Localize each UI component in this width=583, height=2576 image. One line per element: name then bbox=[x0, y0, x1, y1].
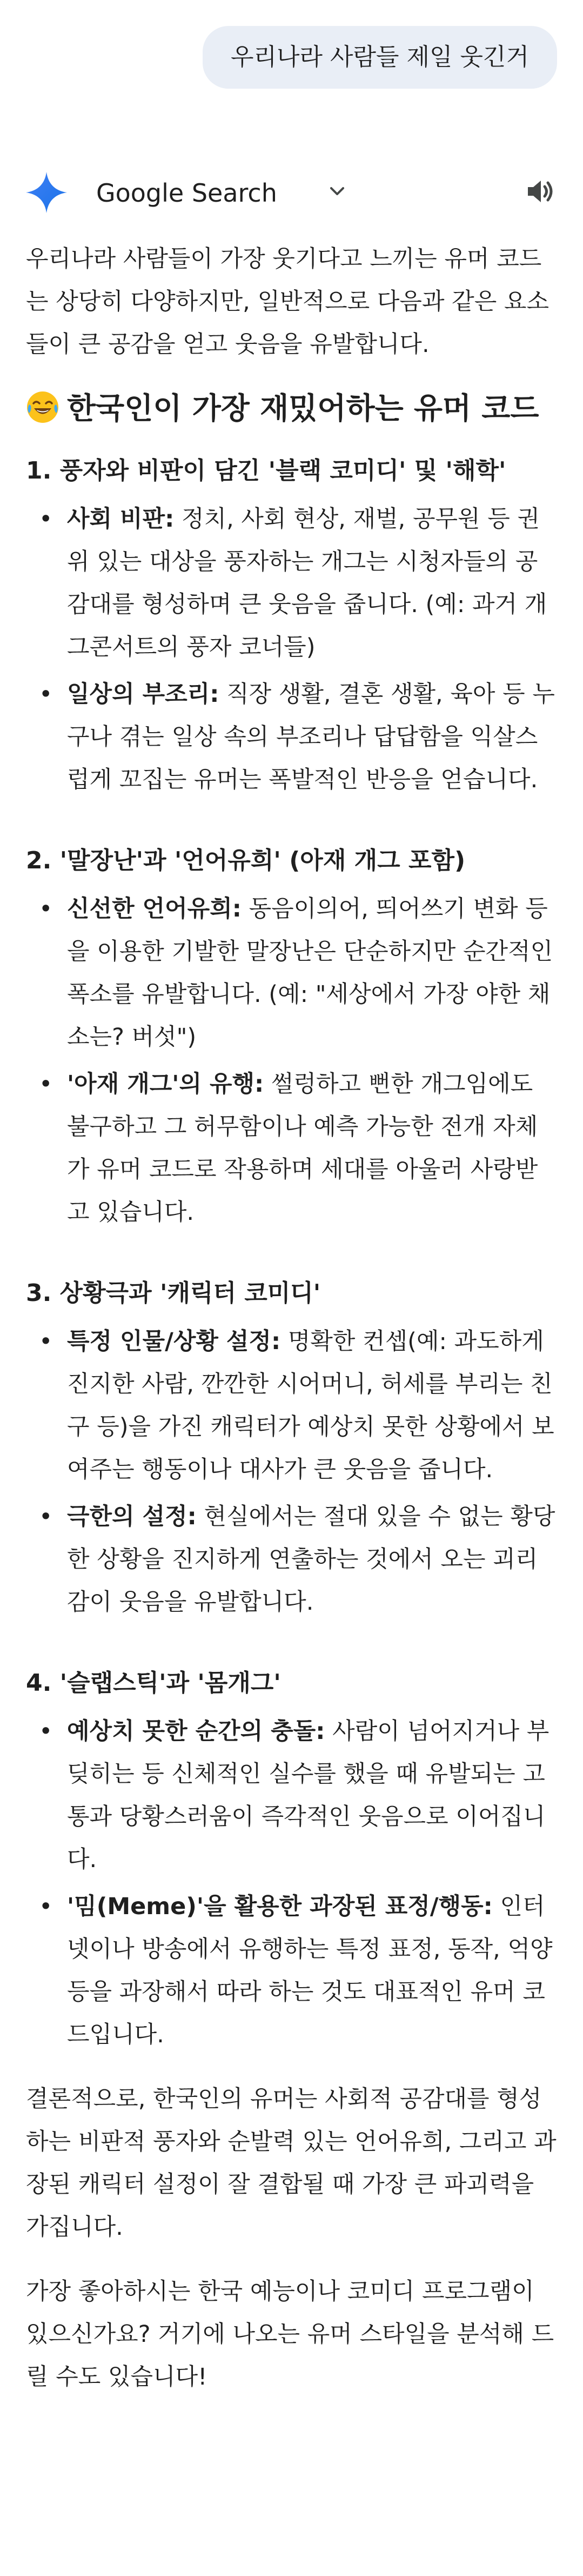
section-2-title: 2. '말장난'과 '언어유희' (아재 개그 포함) bbox=[26, 847, 466, 874]
list-item: • 사회 비판: 정치, 사회 현상, 재벌, 공무원 등 권위 있는 대상을 풍자하는 개그는 시청자들의 공감대를 형성하며 큰 웃음을 줍니다. (예: 과거 개그콘서트의 풍자 코너들) bbox=[26, 498, 557, 669]
section-4-title: 4. '슬랩스틱'과 '몸개그' bbox=[26, 1669, 281, 1697]
source-selector-label[interactable]: Google Search bbox=[96, 178, 277, 208]
list-item: • '아재 개그'의 유행: 썰렁하고 뻔한 개그임에도 불구하고 그 허무함이나 예측 가능한 전개 자체가 유머 코드로 작용하며 세대를 아울러 사랑받고 있습니다. bbox=[26, 1063, 557, 1234]
section-3-list bbox=[26, 1320, 557, 1624]
response-body bbox=[26, 238, 557, 2399]
chevron-down-icon[interactable] bbox=[322, 176, 352, 207]
list-item: • 예상치 못한 순간의 충돌: 사람이 넘어지거나 부딪히는 등 신체적인 실수를 했을 때 유발되는 고통과 당황스러움이 즉각적인 웃음으로 이어집니다. bbox=[26, 1710, 557, 1881]
gemini-sparkle-icon bbox=[26, 172, 67, 213]
list-item: • '밈(Meme)'을 활용한 과장된 표정/행동: 인터넷이나 방송에서 유행하는 특정 표정, 동작, 억양 등을 과장해서 따라 하는 것도 대표적인 유머 코드입니다. bbox=[26, 1885, 557, 2056]
section-3-title: 3. 상황극과 '캐릭터 코미디' bbox=[26, 1279, 321, 1307]
laughing-tears-emoji bbox=[26, 390, 59, 424]
user-message-bubble: 우리나라 사람들 제일 웃긴거 bbox=[203, 26, 557, 89]
list-item: • 신선한 언어유희: 동음이의어, 띄어쓰기 변화 등을 이용한 기발한 말장난은 단순하지만 순간적인 폭소를 유발합니다. (예: "세상에서 가장 야한 채소는? 버섯") bbox=[26, 888, 557, 1059]
intro-paragraph: 우리나라 사람들이 가장 웃기다고 느끼는 유머 코드는 상당히 다양하지만, 일반적으로 다음과 같은 요소들이 큰 공감을 얻고 웃음을 유발합니다. bbox=[26, 245, 549, 358]
main-heading bbox=[26, 387, 557, 430]
main-heading-text: 한국인이 가장 재밌어하는 유머 코드 bbox=[67, 391, 539, 426]
section-4-list bbox=[26, 1710, 557, 2056]
conclusion-paragraph: 결론적으로, 한국인의 유머는 사회적 공감대를 형성하는 비판적 풍자와 순발력 있는 언어유희, 그리고 과장된 캐릭터 설정이 잘 결합될 때 가장 큰 파괴력을 가집니다. bbox=[26, 2086, 557, 2241]
response-header bbox=[26, 162, 557, 222]
section-1-title: 1. 풍자와 비판이 담긴 '블랙 코미디' 및 '해학' bbox=[26, 457, 506, 484]
speaker-icon[interactable] bbox=[522, 174, 557, 209]
list-item: • 특정 인물/상황 설정: 명확한 컨셉(예: 과도하게 진지한 사람, 깐깐한 시어머니, 허세를 부리는 친구 등)을 가진 캐릭터가 예상치 못한 상황에서 보여주는 행동이나 대사가 큰 웃음을 줍니다. bbox=[26, 1320, 557, 1491]
list-item: • 극한의 설정: 현실에서는 절대 있을 수 없는 황당한 상황을 진지하게 연출하는 것에서 오는 괴리감이 웃음을 유발합니다. bbox=[26, 1496, 557, 1624]
followup-paragraph: 가장 좋아하시는 한국 예능이나 코미디 프로그램이 있으신가요? 거기에 나오는 유머 스타일을 분석해 드릴 수도 있습니다! bbox=[26, 2278, 554, 2391]
section-1-list bbox=[26, 498, 557, 801]
section-2-list bbox=[26, 888, 557, 1234]
list-item: • 일상의 부조리: 직장 생활, 결혼 생활, 육아 등 누구나 겪는 일상 속의 부조리나 답답함을 익살스럽게 꼬집는 유머는 폭발적인 반응을 얻습니다. bbox=[26, 673, 557, 801]
